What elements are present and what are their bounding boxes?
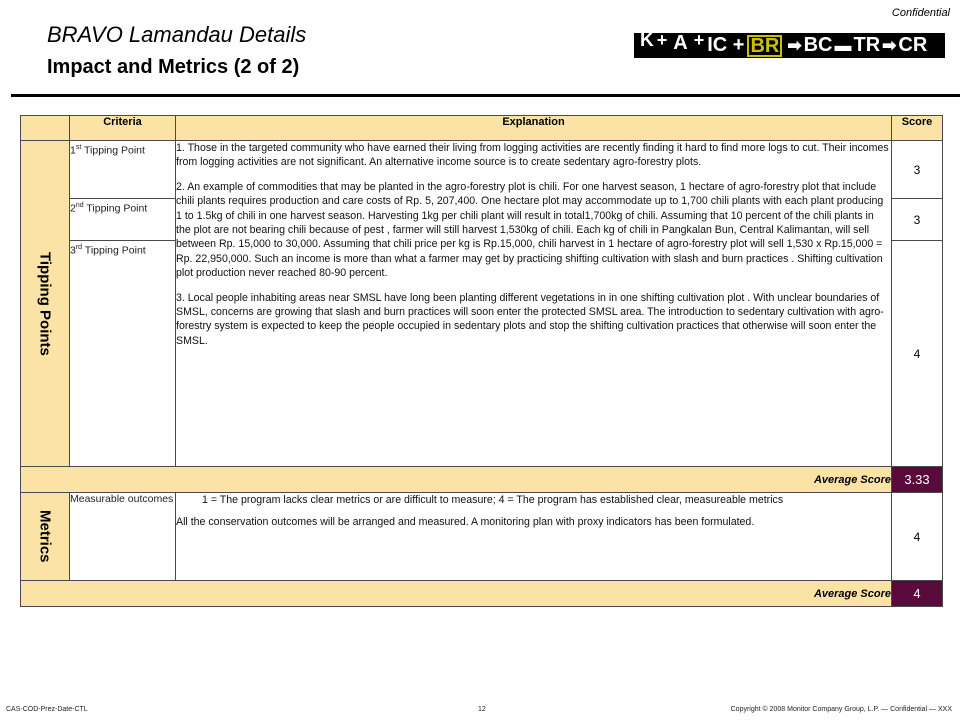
section-metrics: [21, 493, 70, 581]
header-explanation: Explanation: [176, 116, 892, 141]
criteria-table: [20, 115, 943, 607]
banner-k: K: [640, 29, 654, 51]
section-label: Metrics: [36, 509, 54, 563]
page-subtitle: Impact and Metrics (2 of 2): [47, 56, 300, 78]
criteria-text: Tipping Point: [82, 244, 146, 257]
average-value: 3.33: [892, 467, 943, 493]
criteria-sup: st: [75, 144, 82, 151]
explanation-cell: [176, 493, 892, 581]
score-cell: 3: [892, 141, 943, 199]
banner-plus-icon: +: [656, 30, 668, 50]
banner-a: A: [673, 32, 688, 54]
score-cell: 3: [892, 199, 943, 241]
section-label: Tipping Points: [36, 251, 54, 356]
average-label: Average Score: [21, 467, 892, 493]
banner-bc: BC: [803, 34, 833, 56]
explanation-paragraph: 1. Those in the targeted community who have earned their living from logging activities are recently finding it hard to find more logs to cut. Their incomes from logging activities are not significant. An alternative income source is to create sedentary agro-forestry plots.: [176, 142, 889, 169]
footer-page-number: 12: [478, 706, 486, 713]
explanation-paragraph: 2. An example of commodities that may be planted in the agro-forestry plot is chili. For one harvest season, 1 hectare of agro-forestry plot that include chili plants requires production and care costs of Rp. 5, 207,400. One hectare plot may accommodate up to 1,700 chili plants with each plant producing 1 to 1.5kg of chili in one harvest season. Harvesting 1kg per chili plant will result in total1,700kg of chili. Assuming that 10 percent of the chili plants in the plot are not bearing chili because of pest , farmer will still harvest 1,530kg of chili. Each kg of chili in Pangkalan Bun, Central Kalimantan, will sell between Rp. 15,000 to 30,000. Assuming that chili price per kg is Rp.15,000, chili harvest in 1 hectare of agro-forestry plot will sell 1,530 x Rp.15,000 = Rp. 22,950,000. Such an income is more than what a farmer may get by practicing shifting cultivation with slash and burn practices . Shifting cultivation plot production never reached 80-90 percent.: [176, 180, 884, 280]
header-blank-cell: [21, 116, 70, 141]
average-label: Average Score: [21, 581, 892, 607]
banner-cr: CR: [898, 34, 928, 56]
process-banner: [634, 29, 945, 58]
header-criteria: Criteria: [70, 116, 176, 141]
criteria-text: Tipping Point: [81, 144, 145, 157]
confidential-label: Confidential: [891, 7, 950, 19]
score-cell: 4: [892, 493, 943, 581]
header-score: Score: [892, 116, 943, 141]
criteria-text: Tipping Point: [83, 202, 148, 215]
metric-scale-text: 1 = The program lacks clear metrics or are difficult to measure; 4 = The program has established clear, measureable metrics: [202, 494, 784, 506]
table-row: [21, 141, 943, 199]
criteria-sup: nd: [75, 202, 84, 210]
footer-left: CAS-COD-Prez-Date-CTL: [6, 706, 88, 713]
page-title: BRAVO Lamandau Details: [47, 22, 307, 47]
banner-tr: TR: [853, 34, 881, 56]
table-header-row: [21, 116, 943, 141]
banner-ic: IC +: [707, 34, 745, 56]
criteria-num: 2: [70, 202, 76, 215]
criteria-cell: [70, 141, 176, 199]
average-value: 4: [892, 581, 943, 607]
arrow-right-icon: ➡: [882, 35, 897, 55]
dash-icon: ▬: [834, 35, 852, 55]
title-rule: [11, 94, 960, 97]
score-cell: 4: [892, 241, 943, 467]
criteria-sup: rd: [75, 244, 83, 252]
criteria-num: 3: [70, 244, 76, 257]
explanation-cell: [176, 141, 892, 467]
table-row: [21, 493, 943, 581]
banner-plus-icon: +: [693, 30, 705, 50]
metric-scale-note: [176, 493, 891, 507]
average-row: [21, 581, 943, 607]
criteria-num: 1: [70, 144, 76, 157]
average-row: [21, 467, 943, 493]
metric-description: All the conservation outcomes will be arranged and measured. A monitoring plan with proxy indicators has been formulated.: [176, 516, 755, 529]
arrow-right-icon: ➡: [787, 35, 802, 55]
criteria-cell: Measurable outcomes: [70, 493, 176, 581]
section-tipping-points: [21, 141, 70, 467]
criteria-cell: [70, 199, 176, 241]
explanation-paragraph: 3. Local people inhabiting areas near SMSL have long been planting different vegetations in in one shifting cultivation plot . With unclear boundaries of SMSL, concerns are growing that slash and burn practices will soon enter the protected SMSL area. The introduction to sedentary cultivation with agro-forestry system is expected to keep the people occupied in sedentary plots and stop the shifting cultivation practices that otherwise will soon enter the SMSL.: [176, 291, 884, 347]
criteria-cell: [70, 241, 176, 467]
footer-copyright: Copyright © 2008 Monitor Company Group, L.P. — Confidential — XXX: [730, 706, 952, 713]
banner-br: BR: [747, 35, 782, 57]
